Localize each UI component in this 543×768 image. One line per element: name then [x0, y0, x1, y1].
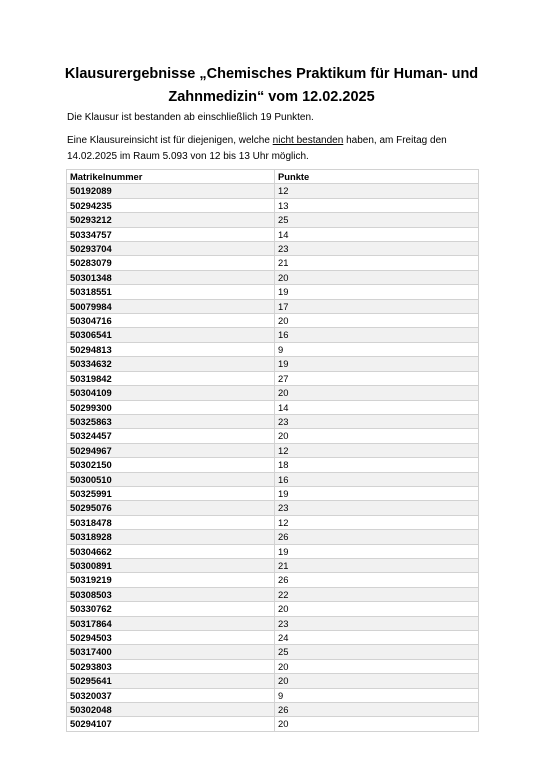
matrikelnummer-cell: 50325863 [67, 414, 275, 428]
matrikelnummer-cell: 50192089 [67, 184, 275, 198]
punkte-cell: 20 [275, 674, 479, 688]
matrikelnummer-cell: 50319219 [67, 573, 275, 587]
header-row [67, 170, 479, 184]
punkte-cell: 14 [275, 227, 479, 241]
table-row [67, 458, 479, 472]
matrikelnummer-cell: 50079984 [67, 299, 275, 313]
table-row [67, 674, 479, 688]
table-row [67, 443, 479, 457]
table-row [67, 314, 479, 328]
punkte-cell: 19 [275, 544, 479, 558]
matrikelnummer-cell: 50294503 [67, 631, 275, 645]
table-row [67, 631, 479, 645]
matrikelnummer-cell: 50302150 [67, 458, 275, 472]
punkte-cell: 22 [275, 587, 479, 601]
matrikelnummer-cell: 50325991 [67, 486, 275, 500]
punkte-cell: 12 [275, 515, 479, 529]
matrikelnummer-cell: 50319842 [67, 371, 275, 385]
table-row [67, 645, 479, 659]
matrikelnummer-cell: 50320037 [67, 688, 275, 702]
punkte-cell: 16 [275, 472, 479, 486]
table-row [67, 587, 479, 601]
matrikelnummer-cell: 50324457 [67, 429, 275, 443]
punkte-cell: 19 [275, 285, 479, 299]
title-line-2: Zahnmedizin“ vom 12.02.2025 [168, 89, 375, 105]
matrikelnummer-cell: 50304662 [67, 544, 275, 558]
table-row [67, 688, 479, 702]
matrikelnummer-cell: 50294107 [67, 717, 275, 731]
table-row [67, 198, 479, 212]
table-row [67, 285, 479, 299]
punkte-cell: 23 [275, 414, 479, 428]
matrikelnummer-cell: 50318478 [67, 515, 275, 529]
punkte-cell: 12 [275, 443, 479, 457]
matrikelnummer-cell: 50304109 [67, 386, 275, 400]
matrikelnummer-cell: 50294235 [67, 198, 275, 212]
table-row [67, 400, 479, 414]
matrikelnummer-cell: 50330762 [67, 602, 275, 616]
table-row [67, 515, 479, 529]
punkte-cell: 19 [275, 357, 479, 371]
punkte-cell: 26 [275, 573, 479, 587]
matrikelnummer-cell: 50294967 [67, 443, 275, 457]
punkte-cell: 20 [275, 314, 479, 328]
table-row [67, 414, 479, 428]
punkte-cell: 23 [275, 616, 479, 630]
table-row [67, 659, 479, 673]
table-row [67, 573, 479, 587]
punkte-cell: 12 [275, 184, 479, 198]
matrikelnummer-cell: 50306541 [67, 328, 275, 342]
table-row [67, 616, 479, 630]
punkte-cell: 24 [275, 631, 479, 645]
table-row [67, 558, 479, 572]
matrikelnummer-cell: 50308503 [67, 587, 275, 601]
punkte-cell: 25 [275, 213, 479, 227]
punkte-cell: 21 [275, 256, 479, 270]
punkte-cell: 26 [275, 530, 479, 544]
review-info-text-end: haben, am Freitag den 14.02.2025 im Raum 5.093 von 12 bis 13 Uhr möglich. [67, 135, 447, 162]
table-row [67, 270, 479, 284]
header-punkte: Punkte [275, 170, 479, 184]
table-row [67, 429, 479, 443]
matrikelnummer-cell: 50304716 [67, 314, 275, 328]
punkte-cell: 19 [275, 486, 479, 500]
matrikelnummer-cell: 50295641 [67, 674, 275, 688]
punkte-cell: 20 [275, 717, 479, 731]
table-row [67, 530, 479, 544]
table-row [67, 328, 479, 342]
table-row [67, 386, 479, 400]
table-row [67, 602, 479, 616]
punkte-cell: 23 [275, 242, 479, 256]
punkte-cell: 9 [275, 342, 479, 356]
punkte-cell: 26 [275, 703, 479, 717]
matrikelnummer-cell: 50318928 [67, 530, 275, 544]
punkte-cell: 20 [275, 386, 479, 400]
punkte-cell: 20 [275, 270, 479, 284]
punkte-cell: 16 [275, 328, 479, 342]
punkte-cell: 14 [275, 400, 479, 414]
pass-threshold-text: Die Klausur ist bestanden ab einschließlich 19 Punkten. [67, 112, 314, 123]
punkte-cell: 25 [275, 645, 479, 659]
table-row [67, 544, 479, 558]
table-row [67, 213, 479, 227]
table-row [67, 299, 479, 313]
matrikelnummer-cell: 50293704 [67, 242, 275, 256]
results-table [66, 169, 479, 732]
not-passed-underlined-text: nicht bestanden [272, 135, 344, 146]
table-row [67, 184, 479, 198]
table-row [67, 256, 479, 270]
matrikelnummer-cell: 50317864 [67, 616, 275, 630]
matrikelnummer-cell: 50293803 [67, 659, 275, 673]
matrikelnummer-cell: 50299300 [67, 400, 275, 414]
punkte-cell: 23 [275, 501, 479, 515]
table-row [67, 472, 479, 486]
table-row [67, 227, 479, 241]
punkte-cell: 13 [275, 198, 479, 212]
punkte-cell: 18 [275, 458, 479, 472]
table-row [67, 717, 479, 731]
header-matrikelnummer: Matrikelnummer [67, 170, 275, 184]
matrikelnummer-cell: 50302048 [67, 703, 275, 717]
punkte-cell: 20 [275, 602, 479, 616]
table-row [67, 371, 479, 385]
punkte-cell: 17 [275, 299, 479, 313]
table-row [67, 242, 479, 256]
matrikelnummer-cell: 50295076 [67, 501, 275, 515]
review-info-text-start: Eine Klausureinsicht ist für diejenigen, welche [67, 135, 273, 146]
table-row [67, 357, 479, 371]
results-table-body [67, 184, 479, 731]
matrikelnummer-cell: 50300891 [67, 558, 275, 572]
table-row [67, 342, 479, 356]
punkte-cell: 20 [275, 429, 479, 443]
matrikelnummer-cell: 50318551 [67, 285, 275, 299]
punkte-cell: 20 [275, 659, 479, 673]
document-title [40, 63, 503, 109]
results-table-header [67, 170, 479, 184]
matrikelnummer-cell: 50283079 [67, 256, 275, 270]
punkte-cell: 9 [275, 688, 479, 702]
matrikelnummer-cell: 50300510 [67, 472, 275, 486]
matrikelnummer-cell: 50317400 [67, 645, 275, 659]
table-row [67, 486, 479, 500]
matrikelnummer-cell: 50294813 [67, 342, 275, 356]
matrikelnummer-cell: 50334632 [67, 357, 275, 371]
table-row [67, 703, 479, 717]
review-info-text [67, 133, 487, 165]
matrikelnummer-cell: 50334757 [67, 227, 275, 241]
punkte-cell: 21 [275, 558, 479, 572]
table-row [67, 501, 479, 515]
title-line-1: Klausurergebnisse „Chemisches Praktikum für Human- und [64, 66, 479, 82]
punkte-cell: 27 [275, 371, 479, 385]
matrikelnummer-cell: 50301348 [67, 270, 275, 284]
matrikelnummer-cell: 50293212 [67, 213, 275, 227]
